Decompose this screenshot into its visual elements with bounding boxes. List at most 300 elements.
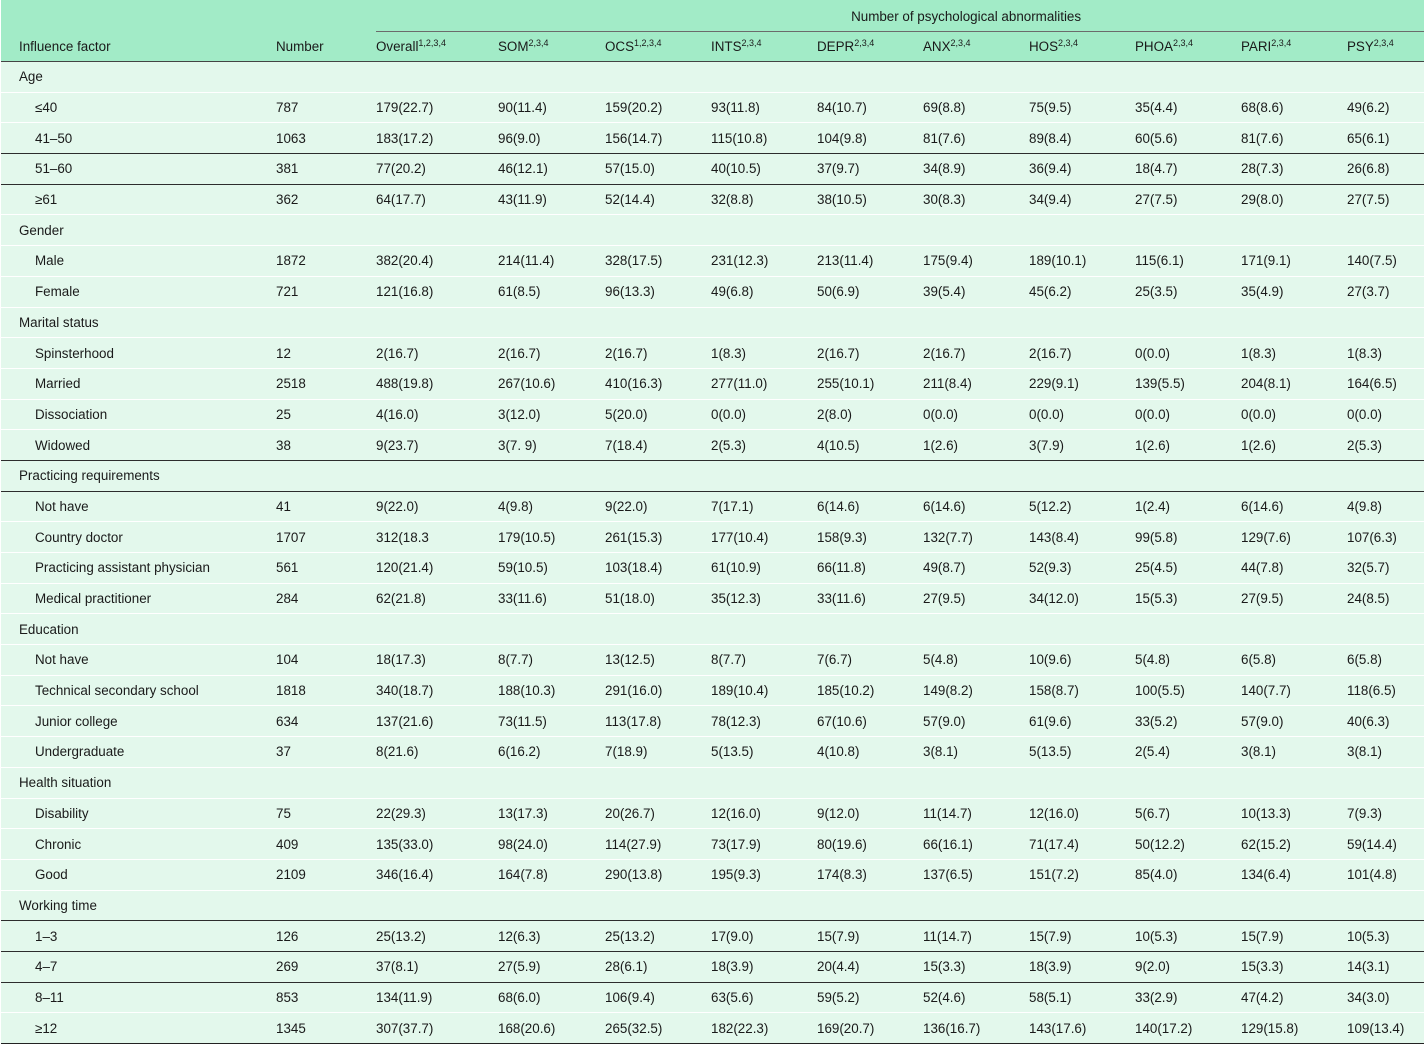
table-cell: 8(21.6) [358,737,480,768]
table-cell: 6(14.6) [799,491,905,522]
table-cell: 2(16.7) [1011,338,1117,369]
table-cell: 101(4.8) [1329,859,1424,890]
table-cell: 96(9.0) [480,123,587,154]
column-header-label: HOS [1029,39,1059,54]
row-label: Female [1,276,258,307]
table-cell: 100(5.5) [1117,675,1223,706]
table-cell: 179(22.7) [358,92,480,123]
table-cell: 787 [258,92,358,123]
row-label: Male [1,246,258,277]
table-cell: 6(14.6) [905,491,1011,522]
table-cell: 382(20.4) [358,246,480,277]
table-cell: 59(10.5) [480,553,587,584]
column-header-label: OCS [605,39,635,54]
table-cell: 168(20.6) [480,1013,587,1044]
table-header [1,0,1424,62]
table-cell: 50(6.9) [799,276,905,307]
column-header-label: SOM [498,39,529,54]
table-cell: 13(17.3) [480,798,587,829]
table-cell: 3(7.9) [1011,430,1117,461]
table-cell: 136(16.7) [905,1013,1011,1044]
table-cell: 15(5.3) [1117,583,1223,614]
column-header [258,32,358,62]
table-cell: 6(14.6) [1223,491,1329,522]
table-cell: 66(16.1) [905,829,1011,860]
table-cell: 15(3.3) [1223,951,1329,982]
table-cell: 137(21.6) [358,706,480,737]
table-cell: 5(13.5) [1011,737,1117,768]
table-cell: 2(16.7) [905,338,1011,369]
row-label: 51–60 [1,154,258,185]
table-row [1,184,1424,215]
table-cell: 1(8.3) [1223,338,1329,369]
table-row [1,951,1424,982]
table-cell: 59(14.4) [1329,829,1424,860]
table-cell: 12(16.0) [1011,798,1117,829]
table-cell: 27(5.9) [480,951,587,982]
table-cell: 140(17.2) [1117,1013,1223,1044]
table-cell: 12(16.0) [693,798,799,829]
table-cell: 2(5.3) [1329,430,1424,461]
table-cell: 7(18.4) [587,430,693,461]
column-header-footnote: 2,3,4 [741,38,762,48]
table-cell: 26(6.8) [1329,154,1424,185]
table-cell: 15(7.9) [1011,921,1117,952]
table-cell: 75 [258,798,358,829]
table-cell: 64(17.7) [358,184,480,215]
table-cell: 30(8.3) [905,184,1011,215]
table-cell: 2(16.7) [480,338,587,369]
table-cell: 214(11.4) [480,246,587,277]
column-header [480,32,587,62]
table-cell: 109(13.4) [1329,1013,1424,1044]
table-cell: 90(11.4) [480,92,587,123]
table-cell: 188(10.3) [480,675,587,706]
group-label: Education [1,614,1424,645]
table-cell: 59(5.2) [799,982,905,1013]
row-label: Medical practitioner [1,583,258,614]
table-cell: 34(3.0) [1329,982,1424,1013]
table-cell: 381 [258,154,358,185]
table-cell: 211(8.4) [905,368,1011,399]
row-label: Married [1,368,258,399]
table-cell: 40(6.3) [1329,706,1424,737]
table-row [1,982,1424,1013]
table-cell: 3(12.0) [480,399,587,430]
table-row [1,645,1424,676]
column-header-label: DEPR [817,39,855,54]
row-label: Not have [1,645,258,676]
table-cell: 488(19.8) [358,368,480,399]
table-row [1,798,1424,829]
table-cell: 179(10.5) [480,522,587,553]
table-cell: 27(9.5) [905,583,1011,614]
table-cell: 17(9.0) [693,921,799,952]
table-cell: 143(8.4) [1011,522,1117,553]
table-cell: 1(2.6) [1223,430,1329,461]
table-cell: 2109 [258,859,358,890]
row-label: Junior college [1,706,258,737]
table-cell: 307(37.7) [358,1013,480,1044]
table-cell: 52(4.6) [905,982,1011,1013]
table-cell: 182(22.3) [693,1013,799,1044]
row-label: 8–11 [1,982,258,1013]
row-label: Undergraduate [1,737,258,768]
table-cell: 35(4.4) [1117,92,1223,123]
column-header-footnote: 2,3,4 [1373,38,1394,48]
column-header-footnote: 2,3,4 [1058,38,1079,48]
table-cell: 62(21.8) [358,583,480,614]
table-cell: 284 [258,583,358,614]
table-cell: 78(12.3) [693,706,799,737]
table-cell: 35(12.3) [693,583,799,614]
table-cell: 346(16.4) [358,859,480,890]
table-cell: 34(12.0) [1011,583,1117,614]
table-cell: 231(12.3) [693,246,799,277]
table-cell: 46(12.1) [480,154,587,185]
table-cell: 140(7.7) [1223,675,1329,706]
column-header-footnote: 2,3,4 [854,38,875,48]
table-cell: 52(9.3) [1011,553,1117,584]
table-cell: 18(3.9) [1011,951,1117,982]
table-row [1,737,1424,768]
table-cell: 134(6.4) [1223,859,1329,890]
table-cell: 115(10.8) [693,123,799,154]
table-cell: 2(16.7) [799,338,905,369]
column-header [1011,32,1117,62]
table-cell: 158(9.3) [799,522,905,553]
table-row [1,921,1424,952]
column-header [905,32,1011,62]
row-label: 4–7 [1,951,258,982]
table-cell: 96(13.3) [587,276,693,307]
table-cell: 44(7.8) [1223,553,1329,584]
table-row [1,368,1424,399]
table-row [1,522,1424,553]
table-cell: 132(7.7) [905,522,1011,553]
table-cell: 410(16.3) [587,368,693,399]
table-cell: 171(9.1) [1223,246,1329,277]
table-cell: 104(9.8) [799,123,905,154]
table-cell: 853 [258,982,358,1013]
table-cell: 14(3.1) [1329,951,1424,982]
table-cell: 1818 [258,675,358,706]
table-cell: 18(3.9) [693,951,799,982]
table-cell: 68(6.0) [480,982,587,1013]
table-cell: 69(8.8) [905,92,1011,123]
table-cell: 156(14.7) [587,123,693,154]
table-row [1,276,1424,307]
table-row [1,829,1424,860]
table-cell: 185(10.2) [799,675,905,706]
table-cell: 0(0.0) [1117,338,1223,369]
table-cell: 290(13.8) [587,859,693,890]
table-cell: 561 [258,553,358,584]
table-cell: 3(8.1) [905,737,1011,768]
table-cell: 634 [258,706,358,737]
table-cell: 158(8.7) [1011,675,1117,706]
table-cell: 7(18.9) [587,737,693,768]
row-label: ≥12 [1,1013,258,1044]
table-cell: 3(8.1) [1329,737,1424,768]
table-cell: 5(4.8) [905,645,1011,676]
table-cell: 183(17.2) [358,123,480,154]
column-header-label: Overall [376,39,419,54]
table-cell: 34(8.9) [905,154,1011,185]
row-label: Technical secondary school [1,675,258,706]
table-cell: 104 [258,645,358,676]
table-cell: 32(5.7) [1329,553,1424,584]
group-label: Health situation [1,767,1424,798]
table-cell: 3(7. 9) [480,430,587,461]
column-header-label: Number [276,39,324,54]
table-cell: 107(6.3) [1329,522,1424,553]
table-cell: 28(7.3) [1223,154,1329,185]
column-header [358,32,480,62]
table-cell: 9(2.0) [1117,951,1223,982]
table-cell: 33(5.2) [1117,706,1223,737]
header-spacer [258,0,358,32]
table-cell: 4(9.8) [1329,491,1424,522]
table-cell: 2(5.3) [693,430,799,461]
table-cell: 81(7.6) [905,123,1011,154]
table-cell: 34(9.4) [1011,184,1117,215]
group-row [1,614,1424,645]
table-cell: 189(10.4) [693,675,799,706]
table-cell: 18(17.3) [358,645,480,676]
table-row [1,154,1424,185]
table-cell: 61(9.6) [1011,706,1117,737]
table-cell: 10(13.3) [1223,798,1329,829]
group-label: Working time [1,890,1424,921]
column-header-footnote: 1,2,3,4 [418,38,446,48]
column-header-footnote: 2,3,4 [950,38,971,48]
table-cell: 4(16.0) [358,399,480,430]
table-cell: 4(9.8) [480,491,587,522]
table-cell: 269 [258,951,358,982]
table-cell: 0(0.0) [1223,399,1329,430]
table-cell: 61(10.9) [693,553,799,584]
table-cell: 134(11.9) [358,982,480,1013]
row-label: Dissociation [1,399,258,430]
table-cell: 58(5.1) [1011,982,1117,1013]
table-cell: 151(7.2) [1011,859,1117,890]
table-cell: 98(24.0) [480,829,587,860]
table-cell: 33(11.6) [799,583,905,614]
table-cell: 33(11.6) [480,583,587,614]
table-cell: 2518 [258,368,358,399]
table-cell: 28(6.1) [587,951,693,982]
table-cell: 11(14.7) [905,921,1011,952]
table-cell: 277(11.0) [693,368,799,399]
table-cell: 120(21.4) [358,553,480,584]
table-row [1,491,1424,522]
table-cell: 33(2.9) [1117,982,1223,1013]
table-cell: 27(7.5) [1329,184,1424,215]
table-row [1,430,1424,461]
table-cell: 80(19.6) [799,829,905,860]
table-cell: 139(5.5) [1117,368,1223,399]
table-cell: 3(8.1) [1223,737,1329,768]
table-cell: 328(17.5) [587,246,693,277]
table-cell: 5(20.0) [587,399,693,430]
table-cell: 1707 [258,522,358,553]
table-cell: 7(17.1) [693,491,799,522]
column-header [693,32,799,62]
row-label: Good [1,859,258,890]
row-label: 1–3 [1,921,258,952]
column-header-label: PSY [1347,39,1374,54]
table-cell: 63(5.6) [693,982,799,1013]
table-cell: 267(10.6) [480,368,587,399]
table-cell: 7(6.7) [799,645,905,676]
table-cell: 38 [258,430,358,461]
table-cell: 1345 [258,1013,358,1044]
table-cell: 25(13.2) [358,921,480,952]
column-header [1,32,258,62]
column-header-label: PHOA [1135,39,1173,54]
table-cell: 2(8.0) [799,399,905,430]
group-row [1,62,1424,93]
table-row [1,399,1424,430]
table-cell: 20(4.4) [799,951,905,982]
table-row [1,583,1424,614]
table-cell: 1063 [258,123,358,154]
table-row [1,859,1424,890]
column-header-label: ANX [923,39,951,54]
table-row [1,92,1424,123]
table-cell: 22(29.3) [358,798,480,829]
table-cell: 65(6.1) [1329,123,1424,154]
table-cell: 7(9.3) [1329,798,1424,829]
table-cell: 126 [258,921,358,952]
table-cell: 39(5.4) [905,276,1011,307]
table-cell: 1(8.3) [1329,338,1424,369]
table-cell: 51(18.0) [587,583,693,614]
table-cell: 255(10.1) [799,368,905,399]
table-cell: 143(17.6) [1011,1013,1117,1044]
column-header [587,32,693,62]
table-cell: 35(4.9) [1223,276,1329,307]
table-cell: 229(9.1) [1011,368,1117,399]
table-cell: 68(8.6) [1223,92,1329,123]
group-label: Age [1,62,1424,93]
table-cell: 85(4.0) [1117,859,1223,890]
table-cell: 27(9.5) [1223,583,1329,614]
table-cell: 6(5.8) [1329,645,1424,676]
table-cell: 312(18.3 [358,522,480,553]
table-cell: 81(7.6) [1223,123,1329,154]
group-row [1,767,1424,798]
table-cell: 73(11.5) [480,706,587,737]
table-cell: 291(16.0) [587,675,693,706]
table-cell: 29(8.0) [1223,184,1329,215]
row-label: Widowed [1,430,258,461]
table-cell: 71(17.4) [1011,829,1117,860]
table-cell: 18(4.7) [1117,154,1223,185]
table-cell: 52(14.4) [587,184,693,215]
table-cell: 43(11.9) [480,184,587,215]
table-cell: 73(17.9) [693,829,799,860]
column-header-footnote: 2,3,4 [528,38,549,48]
table-cell: 4(10.5) [799,430,905,461]
table-cell: 121(16.8) [358,276,480,307]
column-header-row [1,32,1424,62]
table-cell: 13(12.5) [587,645,693,676]
table-cell: 37(9.7) [799,154,905,185]
table-cell: 0(0.0) [1329,399,1424,430]
column-header [1117,32,1223,62]
table-cell: 12(6.3) [480,921,587,952]
table-cell: 41 [258,491,358,522]
table-cell: 129(7.6) [1223,522,1329,553]
table-cell: 195(9.3) [693,859,799,890]
group-row [1,215,1424,246]
table-cell: 27(7.5) [1117,184,1223,215]
table-cell: 20(26.7) [587,798,693,829]
table-cell: 1(8.3) [693,338,799,369]
table-cell: 721 [258,276,358,307]
table-cell: 9(22.0) [358,491,480,522]
table-cell: 75(9.5) [1011,92,1117,123]
table-cell: 2(5.4) [1117,737,1223,768]
table-cell: 67(10.6) [799,706,905,737]
table-cell: 0(0.0) [905,399,1011,430]
table-cell: 137(6.5) [905,859,1011,890]
table-cell: 5(4.8) [1117,645,1223,676]
table-cell: 113(17.8) [587,706,693,737]
column-header-label: INTS [711,39,742,54]
table-cell: 84(10.7) [799,92,905,123]
column-header-footnote: 2,3,4 [1172,38,1193,48]
table-cell: 149(8.2) [905,675,1011,706]
table-cell: 175(9.4) [905,246,1011,277]
column-header-footnote: 2,3,4 [1271,38,1292,48]
table-cell: 32(8.8) [693,184,799,215]
table-cell: 2(16.7) [587,338,693,369]
table-cell: 15(3.3) [905,951,1011,982]
table-cell: 261(15.3) [587,522,693,553]
table-cell: 103(18.4) [587,553,693,584]
table-cell: 12 [258,338,358,369]
table-cell: 135(33.0) [358,829,480,860]
table-cell: 25(4.5) [1117,553,1223,584]
table-cell: 1(2.6) [905,430,1011,461]
table-cell: 62(15.2) [1223,829,1329,860]
row-label: Practicing assistant physician [1,553,258,584]
table-cell: 61(8.5) [480,276,587,307]
table-cell: 6(5.8) [1223,645,1329,676]
table-cell: 93(11.8) [693,92,799,123]
table-cell: 25(3.5) [1117,276,1223,307]
table-cell: 5(13.5) [693,737,799,768]
table-cell: 174(8.3) [799,859,905,890]
table-cell: 15(7.9) [1223,921,1329,952]
table-cell: 50(12.2) [1117,829,1223,860]
table-cell: 6(16.2) [480,737,587,768]
table-cell: 340(18.7) [358,675,480,706]
table-cell: 362 [258,184,358,215]
table-cell: 106(9.4) [587,982,693,1013]
group-label: Practicing requirements [1,460,1424,491]
table-cell: 0(0.0) [1011,399,1117,430]
table-cell: 25(13.2) [587,921,693,952]
table-cell: 99(5.8) [1117,522,1223,553]
table-cell: 57(9.0) [905,706,1011,737]
group-row [1,890,1424,921]
row-label: ≥61 [1,184,258,215]
table-cell: 10(5.3) [1329,921,1424,952]
